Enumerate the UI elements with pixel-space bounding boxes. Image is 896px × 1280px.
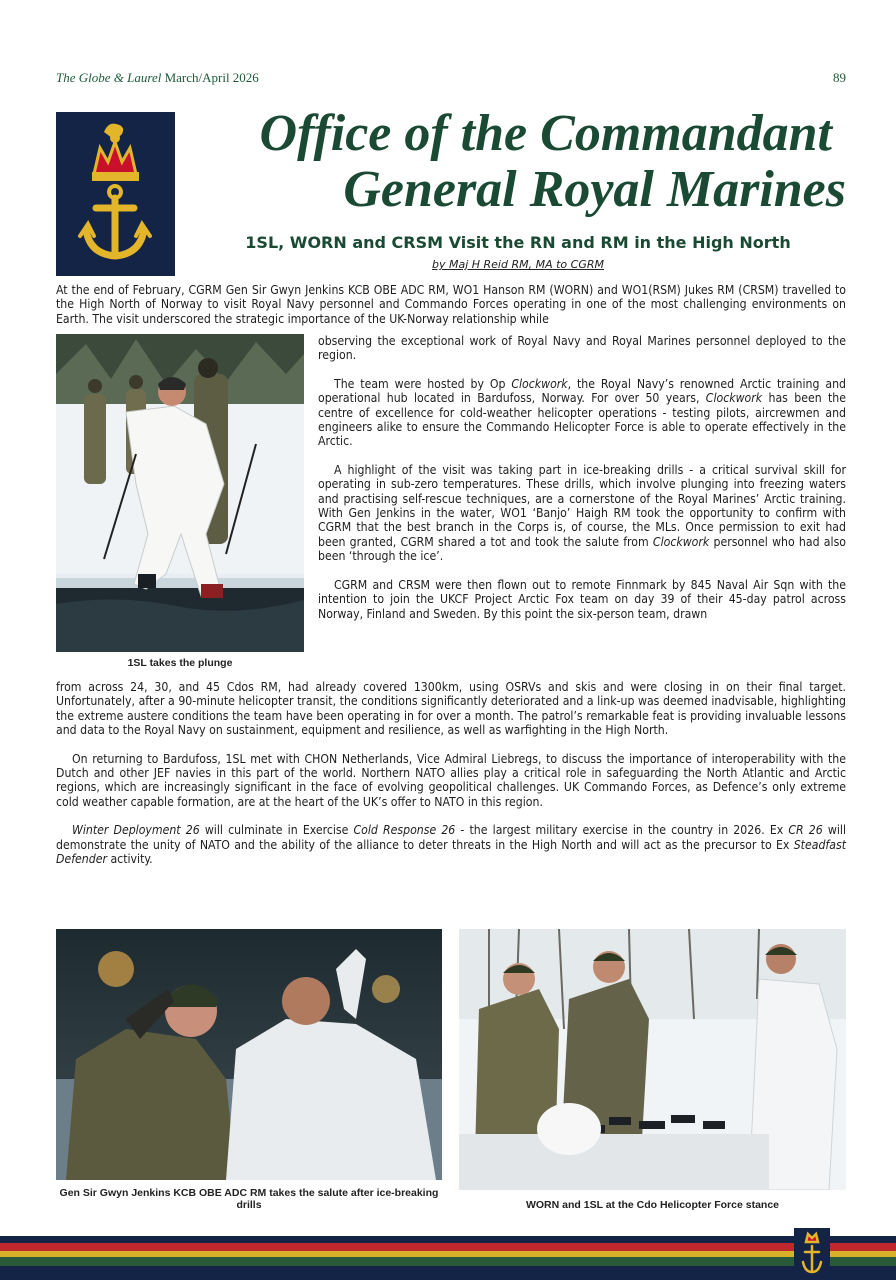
right-column-text xyxy=(318,334,846,621)
page-title xyxy=(190,106,846,218)
royal-marines-crest xyxy=(56,112,175,276)
byline-text: by Maj H Reid RM, MA to CGRM xyxy=(431,258,604,271)
p3-italic: Clockwork xyxy=(652,534,710,549)
p6-italic-2: Cold Response 26 xyxy=(353,823,456,838)
p6-italic-4: Steadfast Defender xyxy=(56,837,846,867)
title-line-1: Office of the Commandant xyxy=(259,105,832,162)
p2-text-a: The team were hosted by Op xyxy=(334,376,512,391)
p2-text-c: has been the centre of excellence for cold-weather helicopter operations - testing pilots, aircrewmen and engineers alike to ensure the Commando Helicopter Force is able to operate effectively in the Arctic. xyxy=(318,391,847,449)
p2-text-b: , the Royal Navy’s renowned Arctic training and operational hub located in Bardufoss, Norway. For over 50 years, xyxy=(318,376,846,406)
p6-italic-1: Winter Deployment 26 xyxy=(72,823,200,838)
article-subtitle: 1SL, WORN and CRSM Visit the RN and RM in the High North xyxy=(245,233,791,252)
p6-italic-3: CR 26 xyxy=(788,823,823,838)
p2-italic: Clockwork xyxy=(511,376,568,391)
caption-stance: WORN and 1SL at the Cdo Helicopter Force stance xyxy=(525,1199,780,1211)
title-line-2: General Royal Marines xyxy=(343,161,846,218)
intro-paragraph: At the end of February, CGRM Gen Sir Gwyn Jenkins KCB OBE ADC RM, WO1 Hanson RM (WORN) and WO1(RSM) Jukes RM (CRSM) travelled to the High North of Norway to visit Royal Navy personnel and Commando Forces operating in one of the most challenging environments on Earth. The visit underscored the strategic importance of the UK-Norway relationship while xyxy=(56,283,846,326)
issue-date: March/April 2026 xyxy=(164,70,259,85)
full-width-text xyxy=(56,680,846,866)
photo-plunge xyxy=(56,334,304,652)
footer-stripes xyxy=(0,1236,896,1280)
page-number: 89 xyxy=(833,70,846,85)
caption-plunge: 1SL takes the plunge xyxy=(127,657,233,669)
p6-text-a: will culminate in Exercise xyxy=(199,823,354,838)
footer-anchor-icon xyxy=(803,1234,821,1272)
paragraph-winter-deployment xyxy=(56,823,846,866)
article-byline xyxy=(190,258,846,271)
p3-text-b: personnel who had also been ‘through the ice’. xyxy=(318,534,846,564)
paragraph-finnmark-start: CGRM and CRSM were then flown out to remote Finnmark by 845 Naval Air Sqn with the intention to join the UKCF Project Arctic Fox team on day 39 of their 45-day patrol across Norway, Finland and Sweden. By this point the six-person team, drawn xyxy=(318,577,846,621)
intro-continued: observing the exceptional work of Royal Navy and Royal Marines personnel deployed to the region. xyxy=(318,334,846,363)
running-head xyxy=(56,70,846,88)
paragraph-finnmark-end: from across 24, 30, and 45 Cdos RM, had already covered 1300km, using OSRVs and skis and were closing in on their final target. Unfortunately, after a 90-minute helicopter transit, the conditions significantly deteriorated and a link-up was deemed inadvisable, highlighting the extreme austere conditions the team have been operating in for over a month. The patrol’s remarkable feat is providing invaluable lessons and data to the Royal Navy on sustainment, equipment and resilience, as well as warfighting in the High North. xyxy=(56,680,846,738)
p6-text-c: will demonstrate the unity of NATO and the ability of the alliance to deter threats in the High North and will act as the precursor to Ex xyxy=(56,823,846,852)
photo-salute xyxy=(56,929,442,1180)
caption-salute: Gen Sir Gwyn Jenkins KCB OBE ADC RM takes the salute after ice-breaking drills xyxy=(59,1187,439,1211)
p2-italic-2: Clockwork xyxy=(705,391,763,406)
footer-crest-badge xyxy=(794,1228,830,1278)
paragraph-ice-breaking xyxy=(318,463,846,564)
p3-text-a: A highlight of the visit was taking part in ice-breaking drills - a critical survival skill for operating in sub-zero temperatures. These drills, which involve plunging into freezing waters and practising self-rescue techniques, are a cornerstone of the Royal Marines’ Arctic training. With Gen Jenkins in the water, WO1 ‘Banjo’ Haigh RM took the opportunity to confirm with CGRM that the best branch in the Corps is, of course, the MLs. Once permission to exit had been granted, CGRM shared a tot and took the salute from xyxy=(318,462,846,549)
anchor-icon xyxy=(80,186,150,256)
paragraph-nato: On returning to Bardufoss, 1SL met with CHON Netherlands, Vice Admiral Liebregs, to discuss the importance of interoperability with the Dutch and other JEF navies in this part of the world. Northern NATO allies play a critical role in safeguarding the North Atlantic and Arctic regions, which are increasingly significant in the face of evolving geopolitical challenges. UK Commando Forces, as Defence’s only extreme cold weather capable formation, are at the heart of the UK’s offer to NATO in this region. xyxy=(56,751,846,809)
photo-stance xyxy=(459,929,846,1190)
paragraph-clockwork xyxy=(318,377,846,449)
p6-text-d: activity. xyxy=(106,852,153,867)
p6-text-b: - the largest military exercise in the country in 2026. Ex xyxy=(455,823,789,838)
publication-name: The Globe & Laurel xyxy=(56,70,162,85)
